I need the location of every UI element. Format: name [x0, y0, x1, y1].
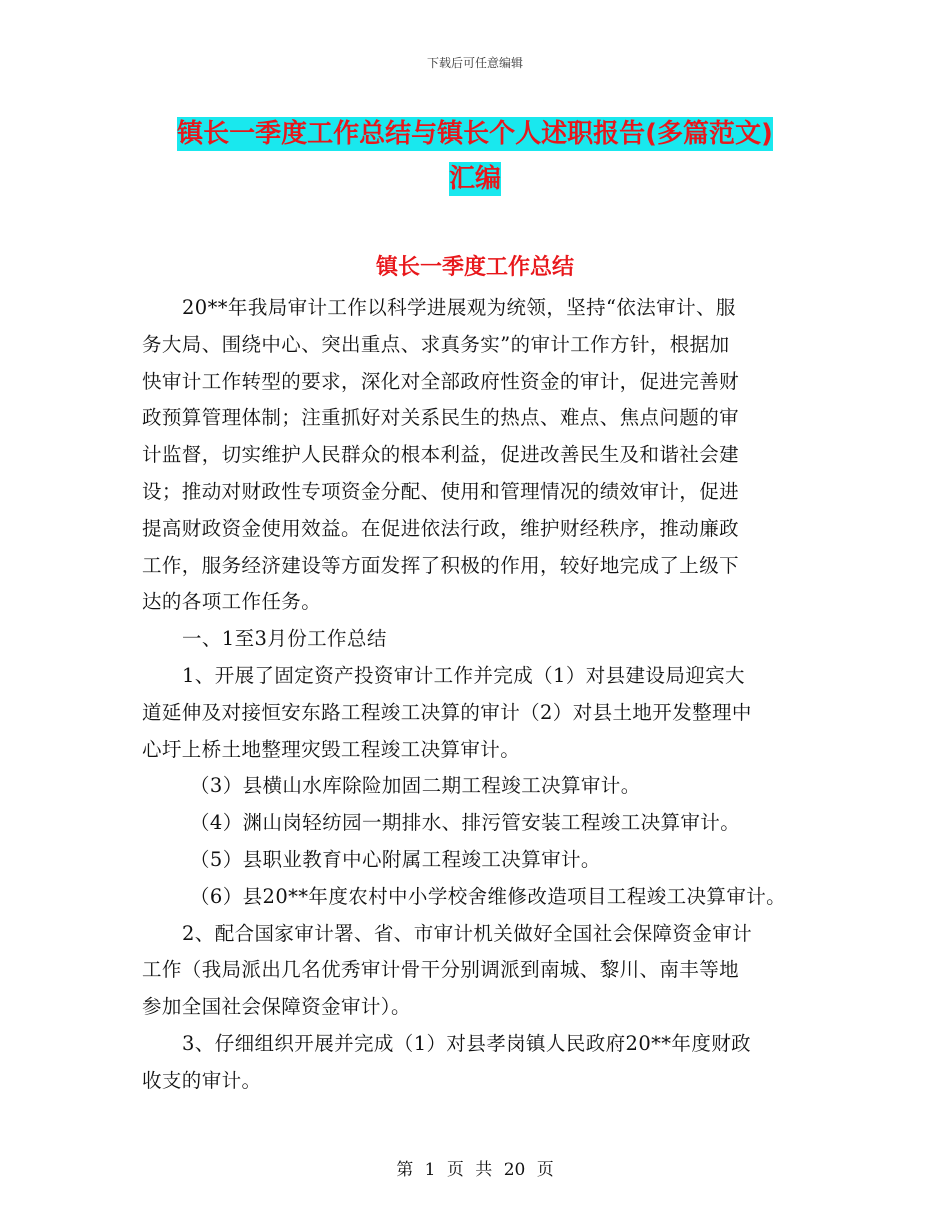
- paragraph-line: 务大局、围绕中心、突出重点、求真务实”的审计工作方针，根据加: [142, 332, 730, 356]
- paragraph-line: 2、配合国家审计署、省、市审计机关做好全国社会保障资金审计: [182, 921, 753, 945]
- list-item: （3）县横山水库除险加固二期工程竣工决算审计。: [190, 774, 641, 798]
- paragraph-line: 政预算管理体制；注重抓好对关系民生的热点、难点、焦点问题的审: [142, 406, 740, 430]
- document-body: [142, 290, 822, 1100]
- page-header: 下载后可任意编辑: [426, 56, 523, 70]
- document-title-line-1: [0, 113, 950, 150]
- list-item: （5）县职业教育中心附属工程竣工决算审计。: [190, 847, 601, 871]
- document-title-line-2: [0, 158, 950, 195]
- paragraph-line: 20**年我局审计工作以科学进展观为统领，坚持“依法审计、服: [182, 296, 736, 319]
- paragraph-line: 1、开展了固定资产投资审计工作并完成（1）对县建设局迎宾大: [182, 663, 745, 687]
- paragraph-line: 快审计工作转型的要求，深化对全部政府性资金的审计，促进完善财: [142, 369, 740, 393]
- page-footer: 第 1 页 共 20 页: [396, 1160, 554, 1180]
- paragraph-line: 收支的审计。: [142, 1068, 262, 1092]
- paragraph-line: 心圩上桥土地整理灾毁工程竣工决算审计。: [142, 737, 521, 761]
- paragraph-line: 提高财政资金使用效益。在促进依法行政，维护财经秩序，推动廉政: [142, 516, 740, 540]
- paragraph-line: 达的各项工作任务。: [142, 590, 322, 614]
- section-heading: 一、1至3月份工作总结: [182, 627, 387, 651]
- title-highlight-1: 镇长一季度工作总结与镇长个人述职报告(多篇范文): [177, 119, 773, 149]
- list-item: （4）渊山岗轻纺园一期排水、排污管安装工程竣工决算审计。: [190, 811, 741, 835]
- paragraph-line: 工作（我局派出几名优秀审计骨干分别调派到南城、黎川、南丰等地: [142, 958, 740, 982]
- paragraph-line: 道延伸及对接恒安东路工程竣工决算的审计（2）对县土地开发整理中: [142, 700, 752, 724]
- paragraph-line: 参加全国社会保障资金审计）。: [142, 995, 411, 1019]
- list-item: （6）县20**年度农村中小学校舍维修改造项目工程竣工决算审计。: [190, 884, 787, 908]
- paragraph-line: 设；推动对财政性专项资金分配、使用和管理情况的绩效审计，促进: [142, 479, 740, 503]
- title-highlight-2: 汇编: [448, 164, 501, 194]
- paragraph-line: 3、仔细组织开展并完成（1）对县孝岗镇人民政府20**年度财政: [182, 1031, 752, 1055]
- paragraph-line: 工作，服务经济建设等方面发挥了积极的作用，较好地完成了上级下: [142, 553, 740, 577]
- paragraph-line: 计监督，切实维护人民群众的根本利益，促进改善民生及和谐社会建: [142, 443, 740, 467]
- section-title: 镇长一季度工作总结: [375, 255, 574, 280]
